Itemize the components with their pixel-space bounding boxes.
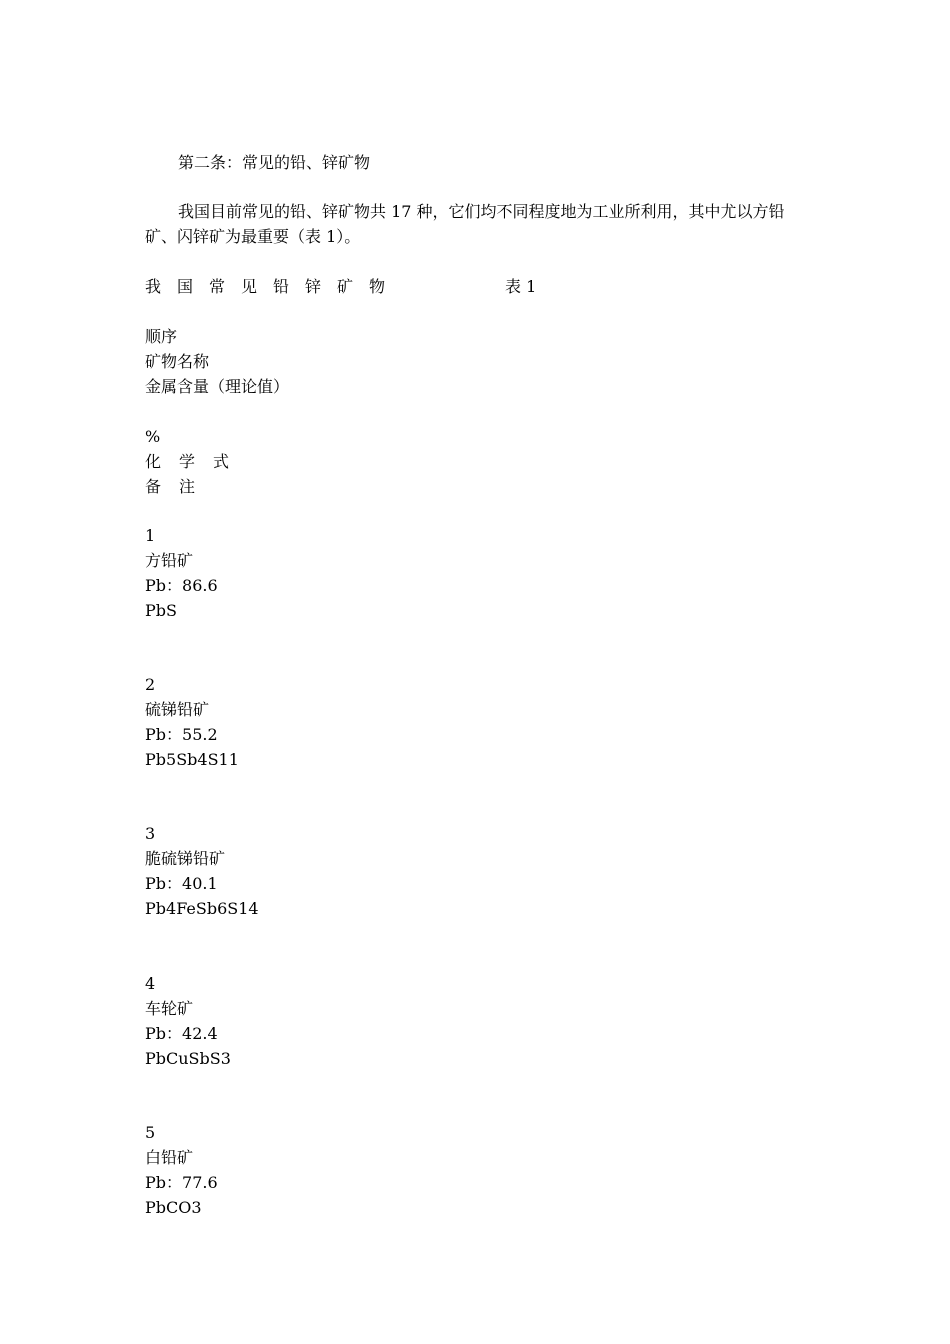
column-header-formula: 化学式 xyxy=(145,452,248,471)
row-4-number: 4 xyxy=(145,974,156,993)
row-1-metal-content: Pb：86.6 xyxy=(145,576,218,595)
row-4-metal-content: Pb：42.4 xyxy=(145,1024,218,1043)
row-5-number: 5 xyxy=(145,1123,156,1142)
column-header-content: 金属含量（理论值） xyxy=(145,377,290,396)
table-label: 表 1 xyxy=(505,277,537,296)
row-3-metal-content: Pb：40.1 xyxy=(145,874,218,893)
row-2-mineral-name: 硫锑铅矿 xyxy=(145,700,210,719)
row-1-formula: PbS xyxy=(145,601,177,620)
column-header-percent: % xyxy=(145,427,161,446)
table-title: 我国常见铅锌矿物 xyxy=(145,277,402,296)
row-1-mineral-name: 方铅矿 xyxy=(145,551,194,570)
column-header-order: 顺序 xyxy=(145,327,178,346)
section-heading: 第二条：常见的铅、锌矿物 xyxy=(178,153,371,172)
row-2-number: 2 xyxy=(145,675,156,694)
row-1-number: 1 xyxy=(145,526,156,545)
row-2-formula: Pb5Sb4S11 xyxy=(145,750,239,769)
row-5-metal-content: Pb：77.6 xyxy=(145,1173,218,1192)
row-3-mineral-name: 脆硫锑铅矿 xyxy=(145,849,226,868)
row-5-mineral-name: 白铅矿 xyxy=(145,1148,194,1167)
column-header-remark: 备注 xyxy=(145,477,214,496)
intro-paragraph: 我国目前常见的铅、锌矿物共 17 种，它们均不同程度地为工业所利用，其中尤以方铅矿、闪锌矿为最重要（表 1）。 xyxy=(145,202,785,246)
row-3-formula: Pb4FeSb6S14 xyxy=(145,899,259,918)
row-3-number: 3 xyxy=(145,824,156,843)
row-4-mineral-name: 车轮矿 xyxy=(145,999,194,1018)
row-2-metal-content: Pb：55.2 xyxy=(145,725,218,744)
row-4-formula: PbCuSbS3 xyxy=(145,1049,231,1068)
column-header-name: 矿物名称 xyxy=(145,352,210,371)
row-5-formula: PbCO3 xyxy=(145,1198,202,1217)
